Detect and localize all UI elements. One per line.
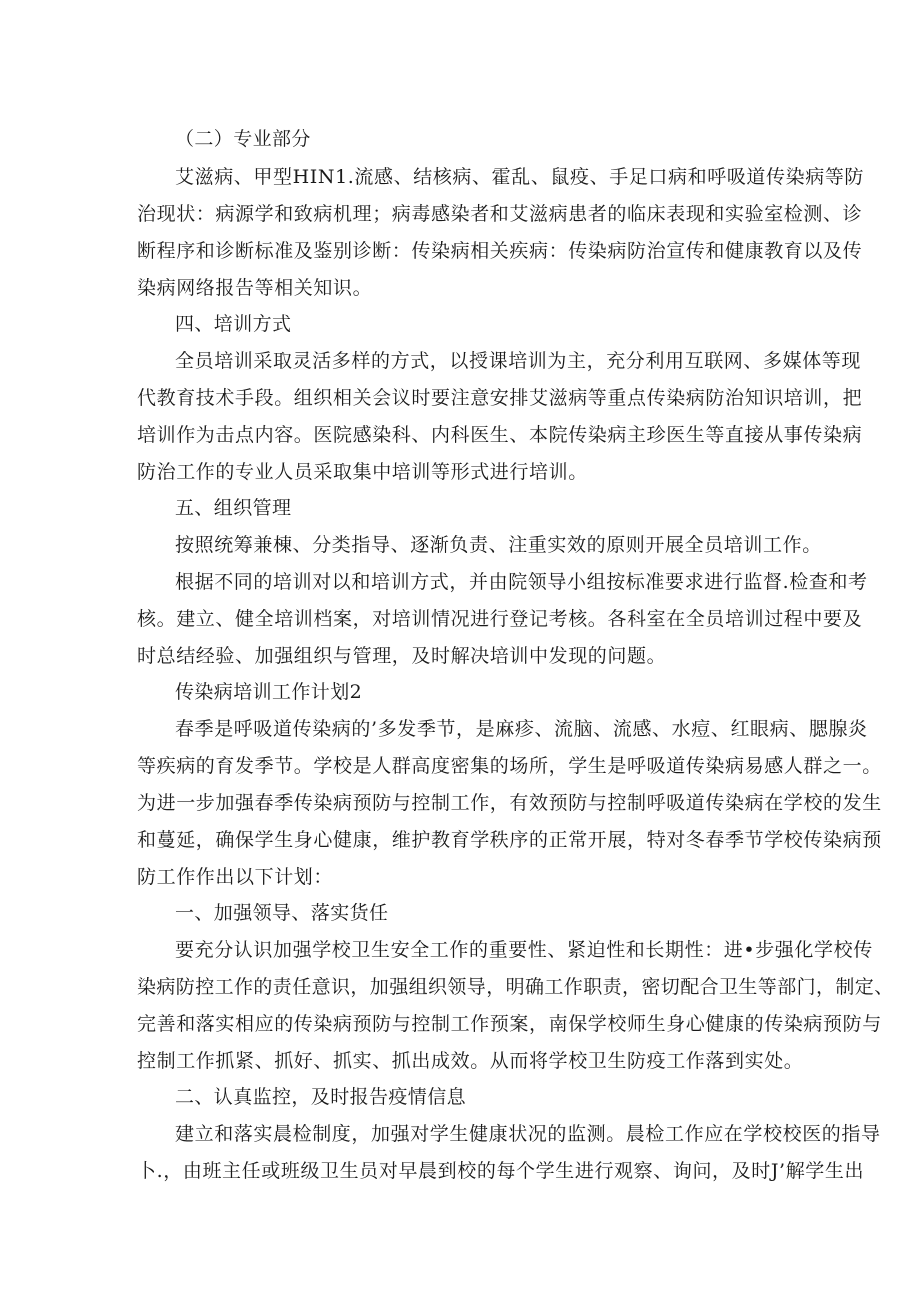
paragraph-line: 全员培训采取灵活多样的方式，以授课培训为主，充分利用互联网、多媒体等现 [175, 350, 862, 372]
paragraph-line: 染病防控工作的责任意识，加强组织领导，明确工作职责，密切配合卫生等部门，制定、 [137, 976, 894, 998]
paragraph-line: 断程序和诊断标准及鉴别诊断：传染病相关疾病：传染病防治宣传和健康教育以及传 [137, 240, 863, 262]
paragraph-line: 要充分认识加强学校卫生安全工作的重要性、紧迫性和长期性：进•步强化学校传 [175, 939, 873, 961]
heading-professional: （二）专业部分 [175, 128, 311, 150]
plan2-title: 传染病培训工作计划2 [175, 681, 363, 703]
paragraph-line: 代教育技术手段。组织相关会议时要注意安排艾滋病等重点传染病防治知识培训，把 [137, 387, 863, 409]
paragraph-line: 按照统筹兼棟、分类指导、逐渐负责、注重实效的原则开展全员培训工作。 [175, 534, 822, 556]
paragraph-line: 完善和落实相应的传染病预防与控制工作预案，南保学校师生身心健康的传染病预防与 [137, 1013, 882, 1035]
paragraph-line: 防工作作出以下计划： [137, 866, 334, 888]
paragraph-line: 为进一步加强春季传染病预防与控制工作，有效预防与控制呼吸道传染病在学校的发生 [137, 792, 882, 814]
paragraph-line: 和蔓延，确保学生身心健康，维护教育学秩序的正常开展，特对冬春季节学校传染病预 [137, 829, 882, 851]
heading-training-method: 四、培训方式 [175, 313, 292, 335]
paragraph-line: 春季是呼吸道传染病的’多发季节，是麻疹、流脑、流感、水痘、红眼病、腮腺炎 [175, 718, 868, 740]
paragraph-line: 培训作为击点内容。医院感染科、内科医生、本院传染病主珍医生等直接从事传染病 [137, 424, 863, 446]
paragraph-line: 控制工作抓紧、抓好、抓实、抓出成效。从而将学校卫生防疫工作落到实处。 [137, 1050, 804, 1072]
heading-monitoring: 二、认真监控，及时报告疫情信息 [175, 1086, 467, 1108]
heading-org-management: 五、组织管理 [175, 497, 292, 519]
paragraph-line: 卜.，由班主任或班级卫生员对早晨到校的每个学生进行观察、询问，及时J’解学生出 [137, 1160, 865, 1182]
paragraph-line: 等疾病的育发季节。学校是人群高度密集的场所，学生是呼吸道传染病易感人群之一。 [137, 755, 882, 777]
heading-leadership: 一、加强领导、落实货任 [175, 902, 389, 924]
paragraph-line: 核。建立、健全培训档案，对培训情况进行登记考核。各科室在全员培训过程中要及 [137, 608, 863, 630]
paragraph-line: 治现状：病源学和致病机理；病毒感染者和艾滋病患者的临床表现和实验室检测、诊 [137, 203, 863, 225]
paragraph-line: 时总结经验、加强组织与管理，及时解决培训中发现的问题。 [137, 645, 667, 667]
paragraph-line: 根据不同的培训对以和培训方式，并由院领导小组按标准要求进行监督.检查和考 [175, 571, 868, 593]
paragraph-line: 防治工作的专业人员采取集中培训等形式进行培训。 [137, 461, 588, 483]
paragraph-line: 艾滋病、甲型HIN1.流感、结核病、霍乱、鼠疫、手足口病和呼吸道传染病等防 [175, 166, 865, 188]
paragraph-line: 染病网络报告等相关知识。 [137, 277, 373, 299]
paragraph-line: 建立和落实晨检制度，加强对学生健康状况的监测。晨检工作应在学校校医的指导 [175, 1123, 881, 1145]
